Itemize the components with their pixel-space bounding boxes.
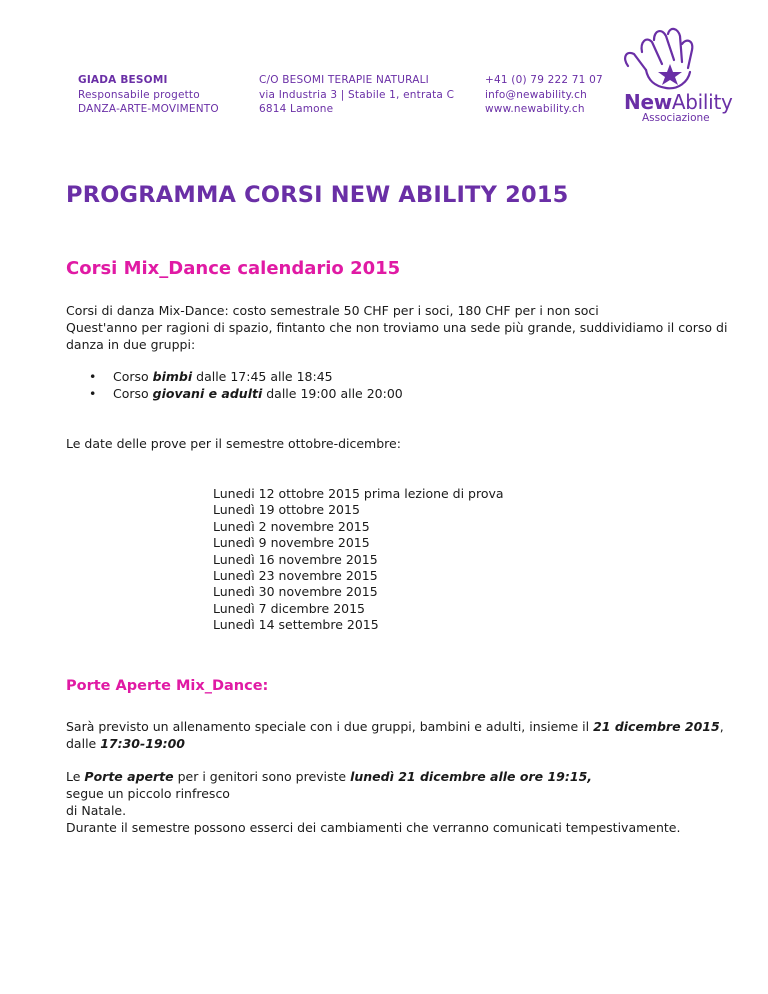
date-item: Lunedì 7 dicembre 2015 (213, 600, 366, 616)
person-name: GIADA BESOMI (78, 74, 168, 86)
address-line-2: via Industria 3 | Stabile 1, entrata C (259, 88, 455, 101)
open-doors-label: Porte aperte (84, 769, 174, 784)
open-doors-text: segue un piccolo rinfresco (66, 786, 230, 801)
training-text: Sarà previsto un allenamento speciale con i due gruppi, bambini e adulti, insieme il (66, 719, 594, 734)
open-doors-datetime: lunedì 21 dicembre alle ore 19:15, (350, 769, 593, 784)
open-doors-text: per i genitori sono previste (173, 769, 351, 784)
dates-list (213, 486, 504, 634)
date-item: Lunedì 23 novembre 2015 (213, 568, 378, 584)
date-item: Lunedì 14 settembre 2015 (213, 617, 379, 633)
date-item: Lunedì 2 novembre 2015 (213, 518, 370, 534)
date-item: Lunedi 12 ottobre 2015 prima lezione di prova (213, 486, 504, 501)
header-address-block (259, 73, 454, 117)
person-role: Responsabile progetto (78, 88, 200, 101)
logo-wordmark-ability: Ability (671, 90, 733, 114)
person-project: DANZA-ARTE-MOVIMENTO (78, 103, 219, 115)
date-item: Lunedì 16 novembre 2015 (213, 551, 378, 567)
contact-website: www.newability.ch (485, 103, 585, 115)
training-time: 17:30-19:00 (100, 736, 185, 751)
date-item: Lunedì 30 novembre 2015 (213, 584, 378, 600)
date-item: Lunedì 9 novembre 2015 (213, 535, 370, 551)
section-title-open-doors: Porte Aperte Mix_Dance: (66, 678, 269, 694)
logo-wordmark (624, 90, 733, 114)
course-time: dalle 19:00 alle 20:00 (262, 385, 403, 401)
intro-line-3: danza in due gruppi: (66, 337, 196, 352)
course-item-kids (66, 369, 403, 386)
open-doors-text-end: di Natale. (66, 803, 127, 818)
logo-wordmark-new: New (624, 90, 672, 114)
course-time: dalle 17:45 alle 18:45 (192, 369, 333, 384)
course-prefix: Corso (113, 369, 153, 384)
header-person-block (78, 73, 219, 117)
logo-subtitle: Associazione (642, 112, 710, 124)
address-line-1: C/O BESOMI TERAPIE NATURALI (259, 74, 429, 86)
open-doors-paragraph (66, 768, 746, 819)
contact-phone: +41 (0) 79 222 71 07 (485, 74, 603, 86)
address-line-3: 6814 Lamone (259, 103, 334, 115)
special-training-paragraph (66, 718, 746, 752)
dates-intro: Le date delle prove per il semestre ottobre-dicembre: (66, 436, 401, 451)
header-contact-block (485, 73, 603, 117)
course-list (66, 369, 403, 402)
open-doors-text: Le (66, 769, 85, 784)
course-prefix: Corso (113, 385, 153, 401)
section-title-calendar: Corsi Mix_Dance calendario 2015 (66, 258, 401, 279)
intro-paragraph (66, 302, 746, 353)
course-item-adults (66, 386, 403, 403)
page-title: PROGRAMMA CORSI NEW ABILITY 2015 (66, 182, 569, 208)
training-text-from: dalle (66, 736, 101, 751)
training-date: 21 dicembre 2015 (593, 719, 720, 734)
training-comma: , (719, 719, 724, 734)
intro-line-2: Quest'anno per ragioni di spazio, fintanto che non troviamo una sede più grande, suddividiamo il corso di (66, 320, 728, 335)
course-group-name: bimbi (152, 369, 193, 384)
date-item: Lunedì 19 ottobre 2015 (213, 502, 360, 518)
course-group-name: giovani e adulti (152, 385, 263, 401)
contact-email: info@newability.ch (485, 88, 587, 101)
star-icon (658, 64, 682, 85)
changes-notice: Durante il semestre possono esserci dei cambiamenti che verranno comunicati tempestivamente. (66, 820, 681, 835)
intro-line-1: Corsi di danza Mix-Dance: costo semestrale 50 CHF per i soci, 180 CHF per i non soci (66, 303, 599, 318)
